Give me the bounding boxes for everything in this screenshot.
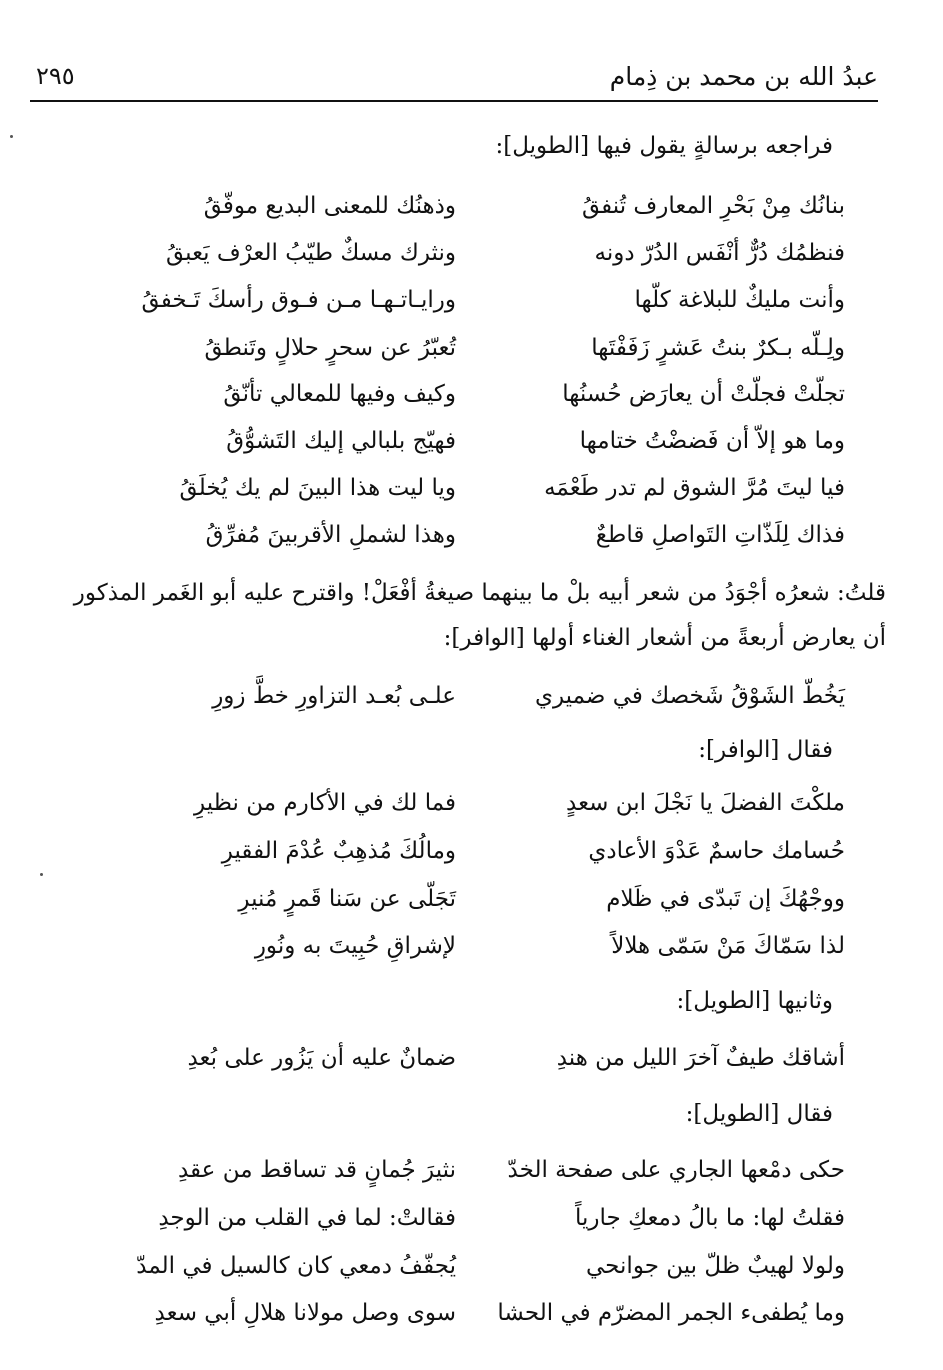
verse-second-hemistich: فهيّج بلبالي إليك التَشوُّقُ bbox=[226, 428, 456, 454]
verse-second-hemistich: ونثرك مسكٌ طيّبُ العرْف يَعبقُ bbox=[165, 240, 456, 266]
verse-second-hemistich: ضمانٌ عليه أن يَزُور على بُعدِ bbox=[187, 1045, 456, 1071]
intro-line: وثانيها [الطويل]: bbox=[676, 988, 833, 1014]
verse-first-hemistich: وما هو إلاّ أن فَضضْتُ ختامها bbox=[579, 428, 845, 454]
scan-speck bbox=[40, 873, 43, 876]
running-head: عبدُ الله بن محمد بن ذِمام bbox=[609, 62, 878, 91]
verse-first-hemistich: فيا ليتَ مُرَّ الشوق لم تدر طَعْمَه bbox=[544, 475, 845, 501]
verse-first-hemistich: ملكْتَ الفضلَ يا نَجْلَ ابن سعدٍ bbox=[566, 790, 845, 816]
verse-first-hemistich: تجلّتْ فجلّتْ أن يعارَض حُسنُها bbox=[562, 381, 845, 407]
verse-second-hemistich: تَجَلّى عن سَنا قَمرٍ مُنيرِ bbox=[238, 886, 456, 912]
intro-line: فقال [الطويل]: bbox=[685, 1101, 833, 1127]
verse-first-hemistich: فنظمُك دُرٌّ أنْفَس الدُرّ دونه bbox=[594, 240, 845, 266]
verse-second-hemistich: وذهنُك للمعنى البديع موفّقُ bbox=[203, 193, 456, 219]
verse-second-hemistich: ورايـاتـهـا مـن فـوق رأسكَ تَـخفقُ bbox=[141, 287, 456, 313]
verse-first-hemistich: حكى دمْعها الجاري على صفحة الخدّ bbox=[507, 1157, 845, 1183]
verse-second-hemistich: وكيف وفيها للمعالي تأنّقُ bbox=[223, 381, 456, 407]
verse-second-hemistich: ويا ليت هذا البينَ لم يك يُخلَقُ bbox=[179, 475, 456, 501]
verse-second-hemistich: فما لك في الأكارم من نظيرِ bbox=[194, 790, 456, 816]
verse-second-hemistich: سوى وصل مولانا هلالِ أبي سعدِ bbox=[154, 1300, 456, 1326]
verse-first-hemistich: يَخُطّ الشَوْقُ شَخصك في ضميري bbox=[534, 683, 845, 709]
page-number: ٢٩٥ bbox=[36, 62, 75, 90]
verse-first-hemistich: ولولا لهيبٌ ظلّ بين جوانحي bbox=[586, 1253, 845, 1279]
prose-line: أن يعارض أربعةً من أشعار الغناء أولها [الوافر]: bbox=[443, 625, 886, 651]
verse-second-hemistich: فقالتْ: لما في القلب من الوجدِ bbox=[158, 1205, 456, 1231]
verse-first-hemistich: أشاقك طيفٌ آخرَ الليل من هندِ bbox=[556, 1045, 845, 1071]
verse-second-hemistich: تُعبّرُ عن سحرٍ حلالٍ وتَنطقُ bbox=[204, 335, 456, 361]
scan-speck bbox=[10, 135, 13, 138]
verse-second-hemistich: وهذا لشملِ الأقربينَ مُفرِّقُ bbox=[205, 522, 456, 548]
verse-first-hemistich: حُسامك حاسمٌ عَدْوَ الأعادي bbox=[588, 838, 845, 864]
verse-first-hemistich: بنانُك مِنْ بَحْرِ المعارف تُنفقُ bbox=[581, 193, 845, 219]
intro-line: فقال [الوافر]: bbox=[698, 737, 833, 763]
intro-line: فراجعه برسالةٍ يقول فيها [الطويل]: bbox=[495, 133, 833, 159]
verse-second-hemistich: لإشراقِ حُبِيتَ به ونُورِ bbox=[254, 933, 456, 959]
page-header bbox=[30, 62, 878, 102]
prose-line: قلتُ: شعرُه أجْوَدُ من شعر أبيه بلْ ما بينهما صيغةُ أفْعَلْ! واقترح عليه أبو الغَمر المذكور bbox=[73, 580, 886, 606]
verse-second-hemistich: علـى بُعـد التزاورِ خطَّ زورِ bbox=[212, 683, 456, 709]
verse-first-hemistich: ولِـلّه بـكرٌ بنتُ عَشرٍ زَفَفْتَها bbox=[591, 335, 845, 361]
verse-first-hemistich: وأنت مليكٌ للبلاغة كلّها bbox=[634, 287, 845, 313]
verse-second-hemistich: ومالُكَ مُذهِبٌ عُدْمَ الفقيرِ bbox=[221, 838, 456, 864]
verse-first-hemistich: فذاك لِلَذّاتِ التَواصلِ قاطعٌ bbox=[595, 522, 845, 548]
verse-second-hemistich: يُجفّفُ دمعي كان كالسيل في المدّ bbox=[136, 1253, 456, 1279]
verse-first-hemistich: فقلتُ لها: ما بالُ دمعكِ جارياً bbox=[575, 1205, 845, 1231]
verse-second-hemistich: نثيرَ جُمانٍ قد تساقط من عقدِ bbox=[177, 1157, 456, 1183]
verse-first-hemistich: ووجْهُكَ إن تَبدّى في ظَلام bbox=[606, 886, 845, 912]
verse-first-hemistich: لذا سَمّاكَ مَنْ سَمّى هلالاً bbox=[611, 933, 845, 959]
verse-first-hemistich: وما يُطفىء الجمر المضرّم في الحشا bbox=[497, 1300, 845, 1326]
